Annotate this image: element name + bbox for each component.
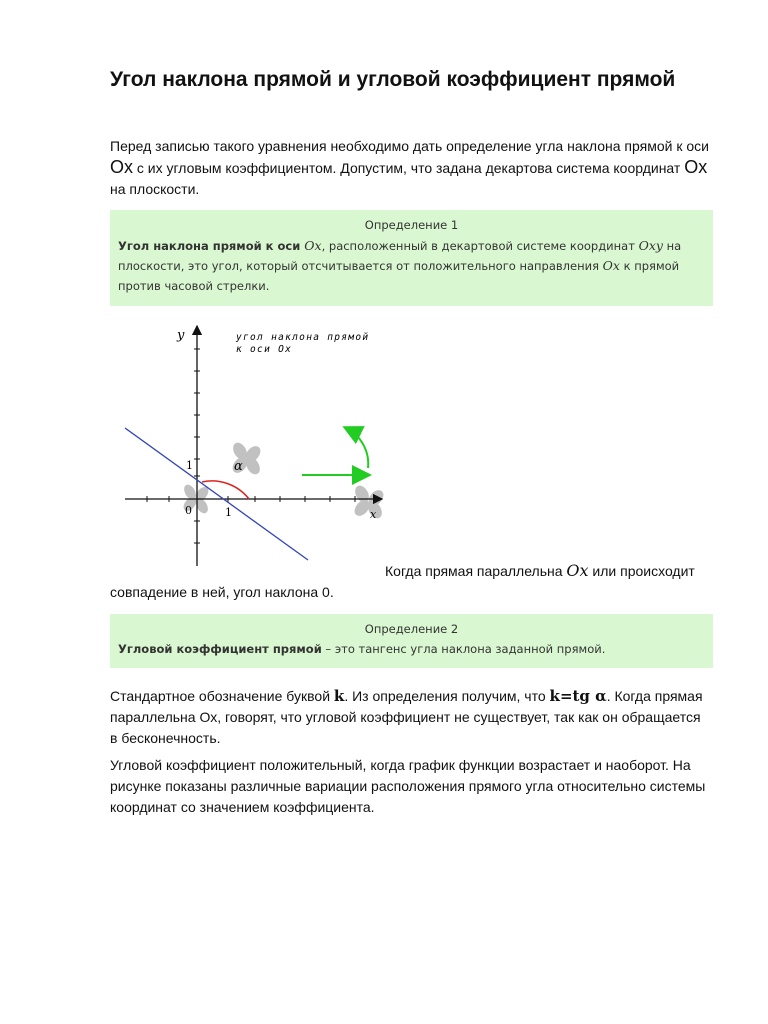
angle-arc [202, 481, 249, 499]
parallel-ox: Ox [566, 561, 589, 580]
definition-2-text [118, 640, 705, 660]
intro-text-3: на плоскости. [110, 181, 200, 197]
intro-ox-2: Ox [684, 157, 708, 177]
intro-paragraph [110, 136, 710, 200]
definition-1-bold: Угол наклона прямой к оси [118, 238, 305, 253]
standard-formula: k=tg α [549, 687, 607, 705]
last-paragraph: Угловой коэффициент положительный, когда график функции возрастает и наоборот. На рисунке показаны различные вариации расположения прямого угла относительно системы координат со значением коэффициента. [110, 757, 706, 815]
parallel-text-2: или происходит совпадение в ней, угол наклона 0. [110, 563, 695, 600]
definition-1-oxy: Oxy [638, 237, 663, 253]
parallel-text-1: Когда прямая параллельна [385, 563, 567, 579]
figure-caption-line-1: угол наклона прямой [236, 332, 370, 343]
intro-text-2: с их угловым коэффициентом. Допустим, что задана декартова система координат [133, 160, 685, 176]
intro-text-1: Перед записью такого уравнения необходимо дать определение угла наклона прямой к оси [110, 138, 709, 154]
page-title: Угол наклона прямой и угловой коэффициент прямой [110, 68, 676, 91]
intro-ox-1: Ox [110, 157, 134, 177]
definition-1-text-2: на плоскости, это угол, который отсчитывается от положительного направления [118, 238, 682, 273]
figure-caption-line-2: к оси Ox [236, 344, 293, 355]
standard-notation-paragraph [110, 686, 710, 749]
green-rotation-arrow [346, 428, 368, 468]
y-axis-label: y [177, 328, 185, 343]
definition-1-text [118, 236, 705, 297]
standard-text-2: . Из определения получим, что [344, 688, 550, 704]
definition-2-text-1: – это тангенс угла наклона заданной прямой. [321, 641, 606, 656]
standard-text-1: Стандартное обозначение буквой [110, 688, 334, 704]
definition-1-ox-2: Ox [602, 258, 620, 273]
definition-1-title: Определение 1 [364, 218, 459, 232]
definition-1-text-3: к прямой против часовой стрелки. [118, 259, 680, 293]
definition-1-ox: Ox [304, 237, 322, 253]
definition-2-box [110, 614, 713, 668]
alpha-label: α [234, 459, 243, 474]
decoration-flower-3 [352, 483, 387, 521]
definition-1-text-1: , расположенный в декартовой системе координат [321, 238, 639, 253]
parallel-paragraph [110, 560, 710, 603]
standard-k: k [333, 687, 345, 705]
origin-label: 0 [185, 504, 192, 517]
axis-ticks [147, 349, 355, 543]
standard-text-3: . Когда прямая параллельна Ох, говорят, что угловой коэффициент не существует, так как он обращается в бесконечность. [110, 688, 703, 746]
definition-1-box [110, 210, 713, 306]
x-axis-label: x [370, 508, 377, 521]
tick-label-x-1: 1 [225, 506, 232, 519]
sloped-line [125, 428, 308, 560]
tick-label-y-1: 1 [186, 459, 193, 472]
definition-2-bold: Угловой коэффициент прямой [118, 641, 322, 656]
definition-2-title: Определение 2 [364, 622, 459, 636]
slope-angle-figure [110, 318, 410, 568]
